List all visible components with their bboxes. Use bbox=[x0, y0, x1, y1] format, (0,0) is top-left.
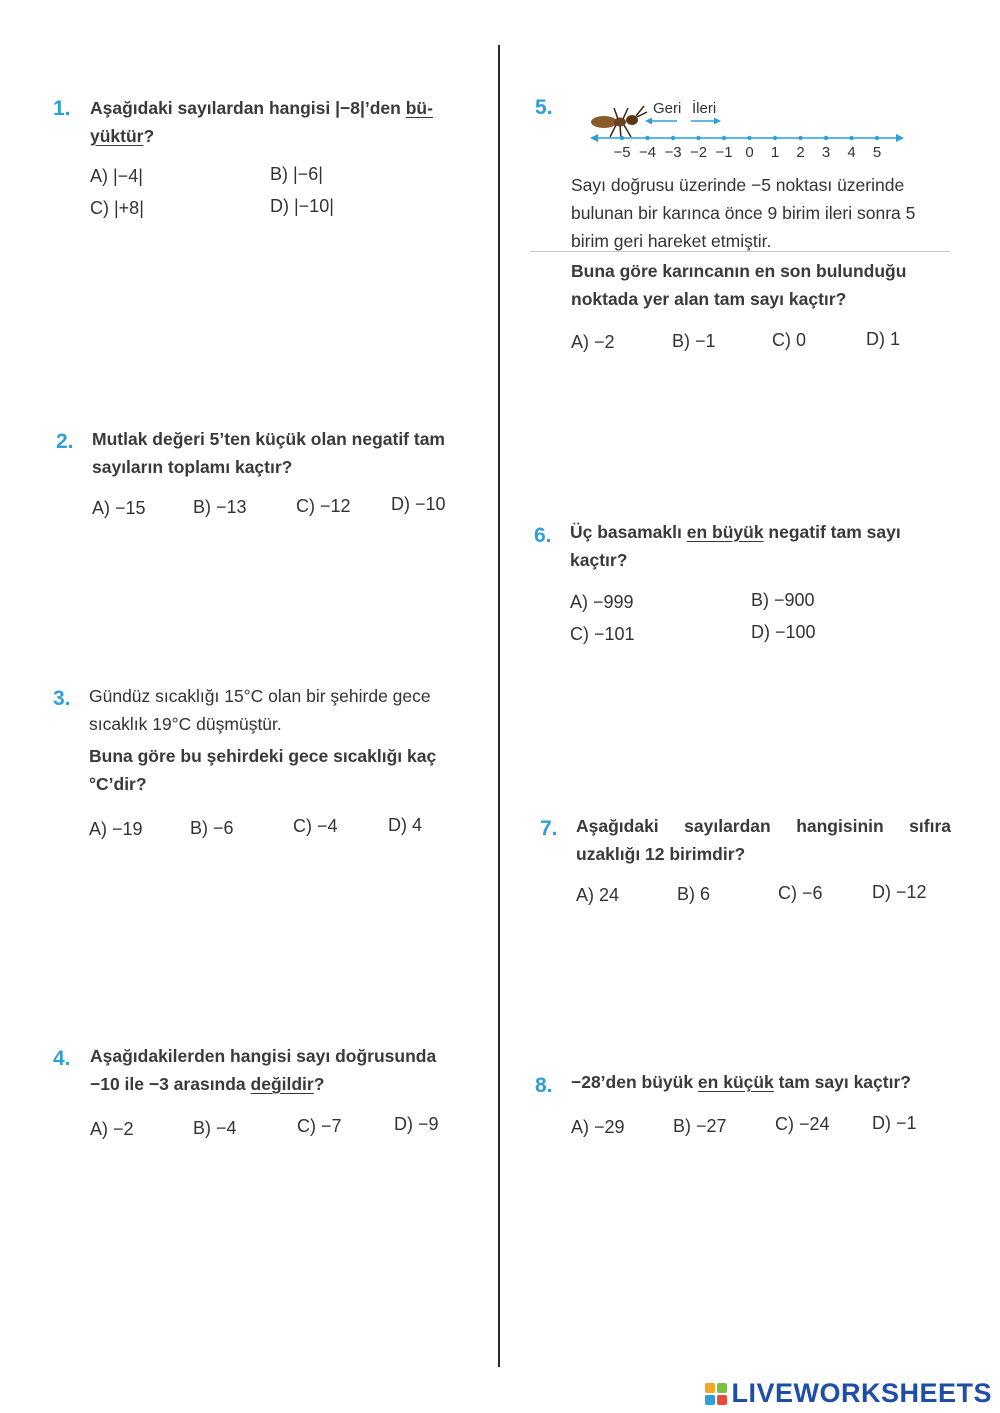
number-line-tick bbox=[696, 136, 700, 140]
q1-number: 1. bbox=[53, 97, 71, 120]
q5-text-line4: Buna göre karıncanın en son bulunduğu bbox=[571, 261, 907, 281]
q8-text bbox=[571, 1068, 951, 1096]
q8-option-c[interactable]: C) −24 bbox=[775, 1114, 830, 1134]
number-line-tick bbox=[849, 136, 853, 140]
q8-text-part1: −28’den büyük bbox=[571, 1072, 698, 1092]
liveworksheets-logo[interactable] bbox=[705, 1378, 992, 1409]
q7-text-line1-wrap bbox=[576, 812, 951, 840]
q2-option-c[interactable]: C) −12 bbox=[296, 496, 351, 516]
q6-text bbox=[570, 518, 955, 574]
logo-text: LIVEWORKSHEETS bbox=[731, 1378, 992, 1408]
q6-number: 6. bbox=[534, 524, 552, 547]
q1-text-part2: ? bbox=[143, 126, 155, 146]
q3-text-line4: °C’dir? bbox=[89, 774, 147, 794]
q4-text-end: ? bbox=[313, 1074, 325, 1094]
q8-option-a[interactable]: A) −29 bbox=[571, 1117, 625, 1137]
q6-option-b[interactable]: B) −900 bbox=[751, 590, 815, 610]
q5-option-d[interactable]: D) 1 bbox=[866, 329, 901, 349]
q1-option-d[interactable]: D) |−10| bbox=[270, 196, 334, 216]
q6-text-line1 bbox=[570, 518, 955, 546]
q3-text-question bbox=[89, 742, 479, 798]
q8-text-underlined: en küçük bbox=[697, 1072, 774, 1092]
q6-text-part1: Üç basamaklı bbox=[570, 522, 687, 542]
q2-text-line1: Mutlak değeri 5’ten küçük olan negatif tam bbox=[92, 429, 445, 449]
number-line-tick bbox=[722, 136, 726, 140]
q5-text-line2: bulunan bir karınca önce 9 birim ileri sonra 5 bbox=[571, 203, 916, 223]
q7-option-a[interactable]: A) 24 bbox=[576, 885, 620, 905]
number-line-tick-label: 2 bbox=[796, 144, 805, 161]
q3-text-line3: Buna göre bu şehirdeki gece sıcaklığı kaç bbox=[89, 746, 437, 766]
q1-option-c[interactable]: C) |+8| bbox=[90, 198, 144, 218]
q3-option-a[interactable]: A) −19 bbox=[89, 819, 143, 839]
number-line-tick-label: −3 bbox=[664, 144, 682, 161]
q8-option-b[interactable]: B) −27 bbox=[673, 1116, 727, 1136]
number-line-right-arrow-icon bbox=[896, 134, 904, 142]
q5-label-geri: Geri bbox=[653, 100, 682, 117]
number-line-tick bbox=[747, 136, 751, 140]
q2-option-a[interactable]: A) −15 bbox=[92, 498, 146, 518]
q5-separator bbox=[530, 251, 950, 252]
q2-number: 2. bbox=[56, 430, 74, 453]
q7-text-line2-wrap bbox=[576, 840, 951, 868]
number-line-tick bbox=[798, 136, 802, 140]
q1-text-underlined-2: yüktür bbox=[90, 126, 144, 146]
q3-text-line2: sıcaklık 19°C düşmüştür. bbox=[89, 714, 282, 734]
number-line-tick-label: −2 bbox=[689, 144, 708, 161]
number-line-tick-label: 1 bbox=[770, 144, 780, 161]
q3-option-b[interactable]: B) −6 bbox=[190, 818, 234, 838]
q2-text-line2: sayıların toplamı kaçtır? bbox=[92, 457, 293, 477]
number-line-tick-label: 0 bbox=[745, 144, 754, 161]
q4-text-underlined: değildir bbox=[250, 1074, 314, 1094]
q8-number: 8. bbox=[535, 1074, 553, 1097]
number-line-tick bbox=[645, 136, 649, 140]
q4-option-b[interactable]: B) −4 bbox=[193, 1118, 237, 1138]
q1-text-part1: Aşağıdaki sayılardan hangisi |−8|’den bbox=[90, 98, 406, 118]
q7-option-c[interactable]: C) −6 bbox=[778, 883, 823, 903]
q8-option-d[interactable]: D) −1 bbox=[872, 1113, 917, 1133]
q7-text-line1: Aşağıdaki sayılardan hangisinin sıfıra bbox=[576, 816, 951, 836]
q3-text-intro bbox=[89, 682, 479, 738]
number-line-tick-label: −4 bbox=[638, 144, 657, 161]
q6-text-underlined: en büyük bbox=[686, 522, 764, 542]
q3-text-line1: Gündüz sıcaklığı 15°C olan bir şehirde gece bbox=[89, 686, 431, 706]
q2-option-d[interactable]: D) −10 bbox=[391, 494, 446, 514]
q3-number: 3. bbox=[53, 687, 71, 710]
q7-text-line2: uzaklığı 12 birimdir? bbox=[576, 844, 746, 864]
q4-option-a[interactable]: A) −2 bbox=[90, 1119, 134, 1139]
q3-option-d[interactable]: D) 4 bbox=[388, 815, 423, 835]
q7-option-d[interactable]: D) −12 bbox=[872, 882, 927, 902]
q4-number: 4. bbox=[53, 1047, 71, 1070]
q5-number: 5. bbox=[535, 96, 553, 119]
q6-option-c[interactable]: C) −101 bbox=[570, 624, 635, 644]
number-line-tick-label: −5 bbox=[613, 144, 631, 161]
number-line-left-arrow-icon bbox=[590, 134, 598, 142]
q1-text-underlined-1: bü- bbox=[405, 98, 433, 118]
q4-option-c[interactable]: C) −7 bbox=[297, 1116, 342, 1136]
number-line-tick-label: 4 bbox=[847, 144, 856, 161]
q1-option-b[interactable]: B) |−6| bbox=[270, 164, 323, 184]
left-arrow-icon bbox=[645, 118, 652, 125]
q4-option-d[interactable]: D) −9 bbox=[394, 1114, 439, 1134]
q5-text-line1: Sayı doğrusu üzerinde −5 noktası üzerinde bbox=[571, 175, 905, 195]
q5-text-line5: noktada yer alan tam sayı kaçtır? bbox=[571, 289, 847, 309]
q6-text-end: negatif tam sayı bbox=[763, 522, 901, 542]
q7-number: 7. bbox=[540, 817, 558, 840]
number-line-tick bbox=[875, 136, 879, 140]
q6-option-d[interactable]: D) −100 bbox=[751, 622, 816, 642]
q6-text-line2: kaçtır? bbox=[570, 550, 628, 570]
number-line-tick bbox=[773, 136, 777, 140]
number-line-tick-label: 3 bbox=[821, 144, 831, 161]
q7-option-b[interactable]: B) 6 bbox=[677, 884, 711, 904]
q5-text-question bbox=[571, 257, 951, 313]
q5-text-intro bbox=[571, 171, 951, 255]
q1-text bbox=[90, 94, 480, 150]
number-line-tick bbox=[671, 136, 675, 140]
number-line-tick-label: −1 bbox=[715, 144, 733, 161]
column-divider bbox=[498, 45, 500, 1367]
q2-text bbox=[92, 425, 482, 481]
number-line-tick bbox=[620, 136, 624, 140]
q3-option-c[interactable]: C) −4 bbox=[293, 816, 338, 836]
q5-direction-arrows bbox=[645, 116, 725, 126]
q4-text bbox=[90, 1042, 485, 1098]
q1-option-a[interactable]: A) |−4| bbox=[90, 166, 143, 186]
q2-option-b[interactable]: B) −13 bbox=[193, 497, 247, 517]
logo-mark-icon bbox=[705, 1383, 727, 1405]
q5-text-line3: birim geri hareket etmiştir. bbox=[571, 231, 772, 251]
q4-text-line1: Aşağıdakilerden hangisi sayı doğrusunda bbox=[90, 1046, 437, 1066]
q4-text-line2 bbox=[90, 1070, 485, 1098]
q5-label-ileri: İleri bbox=[692, 100, 717, 117]
q5-option-c[interactable]: C) 0 bbox=[772, 330, 807, 350]
q5-option-a[interactable]: A) −2 bbox=[571, 332, 615, 352]
right-arrow-icon bbox=[714, 118, 721, 125]
number-line-tick-label: 5 bbox=[872, 144, 882, 161]
q5-option-b[interactable]: B) −1 bbox=[672, 331, 716, 351]
number-line-tick bbox=[824, 136, 828, 140]
q8-text-end: tam sayı kaçtır? bbox=[773, 1072, 911, 1092]
q4-text-part2: −10 ile −3 arasında bbox=[90, 1074, 251, 1094]
q6-option-a[interactable]: A) −999 bbox=[570, 592, 634, 612]
